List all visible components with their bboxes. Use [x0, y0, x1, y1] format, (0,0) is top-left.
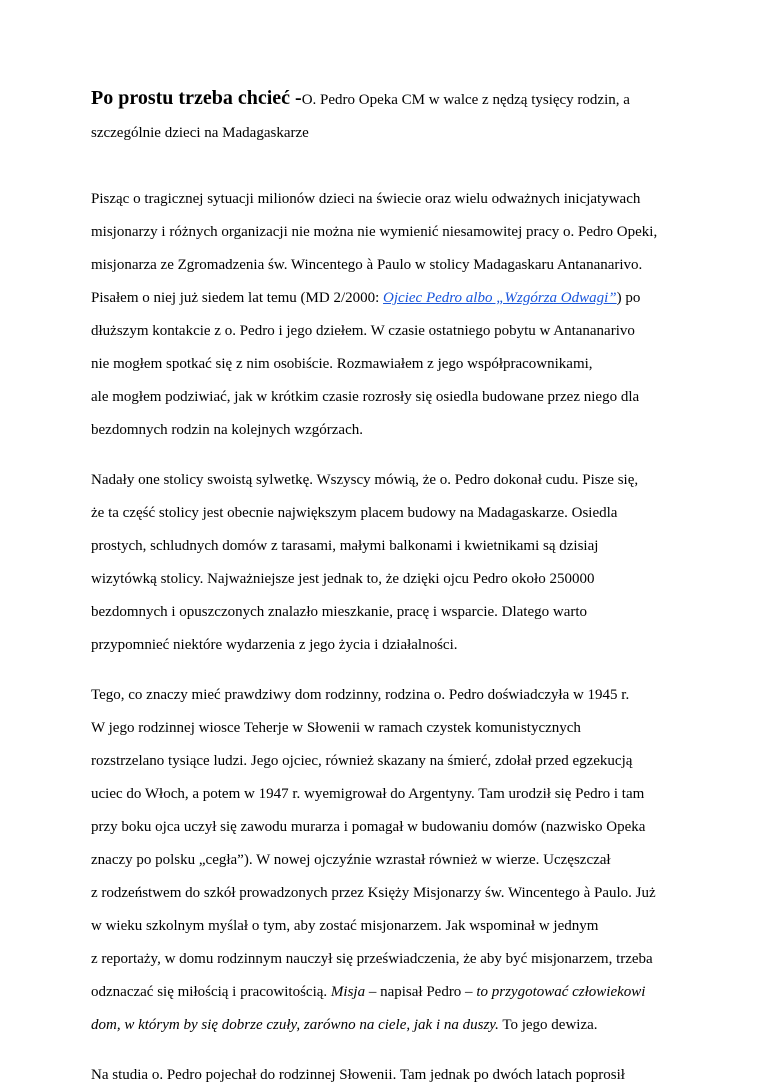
spacer [91, 662, 691, 679]
paragraph-line: wizytówką stolicy. Najważniejsze jest jednak to, że dzięki ojcu Pedro około 250000 [91, 571, 595, 587]
paragraph-line: że ta część stolicy jest obecnie największym placem budowy na Madagaskarze. Osiedla [91, 505, 618, 521]
paragraph-text: To jego dewiza. [498, 1017, 598, 1033]
paragraph-text: odznaczać się miłością i pracowitością. [91, 984, 331, 1000]
paragraph-line: znaczy po polsku „cegła”). W nowej ojczyźnie wzrastał również w wierze. Uczęszczał [91, 852, 611, 868]
paragraph-line: z rodzeństwem do szkół prowadzonych przez Księży Misjonarzy św. Wincentego à Paulo. Już [91, 885, 656, 901]
paragraph-line: rozstrzelano tysiące ludzi. Jego ojciec, również skazany na śmierć, zdołał przed egzekucją [91, 753, 633, 769]
paragraph-line: z reportaży, w domu rodzinnym nauczył się przeświadczenia, że aby być misjonarzem, trzeba [91, 951, 653, 967]
paragraph-2 [91, 464, 691, 662]
paragraph-line: bezdomnych i opuszczonych znalazło mieszkanie, pracę i wsparcie. Dlatego warto [91, 604, 588, 620]
document-title [91, 82, 691, 117]
spacer [91, 1042, 691, 1059]
paragraph-line: Tego, co znaczy mieć prawdziwy dom rodzinny, rodzina o. Pedro doświadczyła w 1945 r. [91, 687, 630, 703]
spacer [91, 447, 691, 464]
spacer [91, 150, 691, 183]
paragraph-line: Na studia o. Pedro pojechał do rodzinnej Słowenii. Tam jednak po dwóch latach poprosił [91, 1067, 625, 1083]
paragraph-line [91, 976, 691, 1009]
paragraph-line: Nadały one stolicy swoistą sylwetkę. Wszyscy mówią, że o. Pedro dokonał cudu. Pisze się, [91, 472, 639, 488]
paragraph-4 [91, 1059, 691, 1092]
paragraph-line: W jego rodzinnej wiosce Teherje w Słowenii w ramach czystek komunistycznych [91, 720, 581, 736]
paragraph-text: ) po [616, 290, 641, 306]
paragraph-line: misjonarzy i różnych organizacji nie można nie wymienić niesamowitej pracy o. Pedro Opeki, [91, 224, 658, 240]
paragraph-text: Pisałem o niej już siedem lat temu (MD 2/2000: [91, 290, 384, 306]
paragraph-line [91, 1009, 691, 1042]
title-subtitle-line2: szczególnie dzieci na Madagaskarze [91, 125, 309, 141]
paragraph-line: Pisząc o tragicznej sytuacji milionów dzieci na świecie oraz wielu odważnych inicjatywach [91, 191, 641, 207]
italic-text: dom, w którym by się dobrze czuły, zarówno na ciele, jak i na duszy. [91, 1017, 499, 1033]
paragraph-line: bezdomnych rodzin na kolejnych wzgórzach. [91, 422, 363, 438]
paragraph-line: nie mogłem spotkać się z nim osobiście. Rozmawiałem z jego współpracownikami, [91, 356, 593, 372]
paragraph-line: w wieku szkolnym myślał o tym, aby zostać misjonarzem. Jak wspominał w jednym [91, 918, 599, 934]
paragraph-line [91, 282, 691, 315]
paragraph-line: uciec do Włoch, a potem w 1947 r. wyemigrował do Argentyny. Tam urodził się Pedro i tam [91, 786, 645, 802]
title-strong: Po prostu trzeba chcieć - [91, 87, 302, 109]
italic-text: Misja [330, 984, 366, 1000]
paragraph-1 [91, 183, 691, 447]
article-link[interactable]: Ojciec Pedro albo „Wzgórza Odwagi” [383, 290, 617, 306]
paragraph-line: dłuższym kontakcie z o. Pedro i jego dziełem. W czasie ostatniego pobytu w Antananarivo [91, 323, 635, 339]
paragraph-line: misjonarza ze Zgromadzenia św. Wincentego à Paulo w stolicy Madagaskaru Antananarivo. [91, 257, 643, 273]
title-subtitle-line1: O. Pedro Opeka CM w walce z nędzą tysięcy rodzin, a [301, 92, 630, 108]
paragraph-text: – napisał Pedro – [365, 984, 477, 1000]
document-page [91, 82, 691, 1092]
paragraph-line: przypomnieć niektóre wydarzenia z jego życia i działalności. [91, 637, 458, 653]
paragraph-line: przy boku ojca uczył się zawodu murarza i pomagał w budowaniu domów (nazwisko Opeka [91, 819, 646, 835]
paragraph-line: ale mogłem podziwiać, jak w krótkim czasie rozrosły się osiedla budowane przez niego dla [91, 389, 640, 405]
paragraph-line: prostych, schludnych domów z tarasami, małymi balkonami i kwietnikami są dzisiaj [91, 538, 599, 554]
italic-text: to przygotować człowiekowi [476, 984, 646, 1000]
paragraph-3 [91, 679, 691, 1042]
